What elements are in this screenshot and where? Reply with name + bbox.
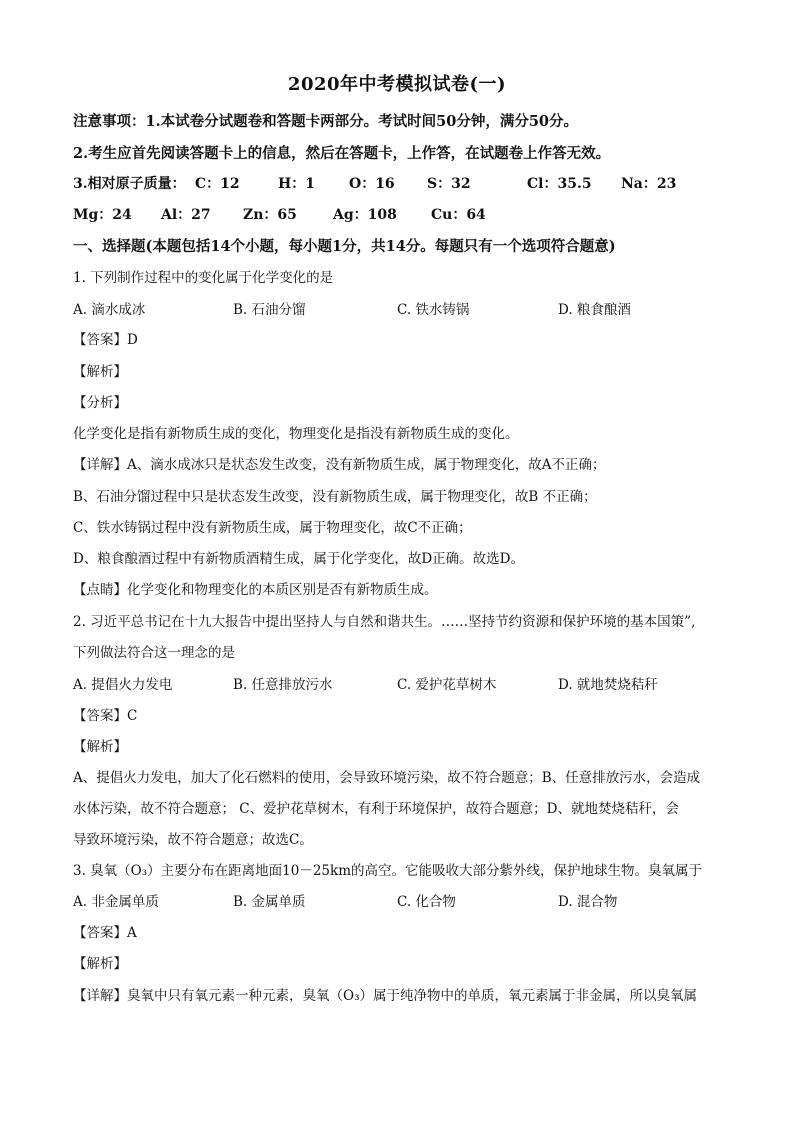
q1-fenxi-tag: 【分析】 (73, 395, 127, 411)
q3-answer: 【答案】A (73, 925, 137, 941)
q1-option-d: D. 粮食酿酒 (558, 302, 631, 318)
mass-cl: Cl：35.5 (527, 176, 592, 192)
q1-dianjing: 【点睛】化学变化和物理变化的本质区别是否有新物质生成。 (73, 582, 438, 598)
q3-option-d: D. 混合物 (558, 894, 618, 910)
q2-option-d: D. 就地焚烧秸秆 (558, 677, 658, 693)
mass-na: Na：23 (621, 176, 677, 192)
q2-analysis-line-3: 导致环境污染，故不符合题意；故选C。 (73, 832, 313, 848)
q1-detail-d: D、粮食酿酒过程中有新物质酒精生成，属于化学变化，故D正确。故选D。 (73, 551, 524, 567)
q1-detail-a: 【详解】A、滴水成冰只是状态发生改变，没有新物质生成，属于物理变化，故A不正确； (73, 457, 606, 473)
q2-analysis-tag: 【解析】 (73, 739, 127, 755)
q1-detail-b: B、石油分馏过程中只是状态发生改变，没有新物质生成，属于物理变化，故B 不正确； (73, 489, 597, 505)
q3-stem: 3. 臭氧（O₃）主要分布在距离地面10－25km的高空。它能吸收大部分紫外线，保护地球生物。臭氧属于 (73, 863, 702, 879)
q2-option-c: C. 爱护花草树木 (397, 677, 497, 693)
q3-detail: 【详解】臭氧中只有氧元素一种元素，臭氧（O₃）属于纯净物中的单质，氧元素属于非金属，所以臭氧属 (73, 988, 697, 1004)
mass-al: Al：27 (161, 207, 211, 223)
mass-mg: Mg：24 (73, 207, 132, 223)
q2-analysis-line-1: A、提倡火力发电，加大了化石燃料的使用，会导致环境污染，故不符合题意；B、任意排放污水，会造成 (73, 770, 701, 786)
q2-option-a: A. 提倡火力发电 (73, 677, 173, 693)
q2-option-b: B. 任意排放污水 (233, 677, 333, 693)
q1-fenxi-text: 化学变化是指有新物质生成的变化，物理变化是指没有新物质生成的变化。 (73, 426, 519, 442)
q3-analysis-tag: 【解析】 (73, 956, 127, 972)
q1-option-c: C. 铁水铸锅 (397, 302, 470, 318)
mass-c: C：12 (195, 176, 240, 192)
mass-cu: Cu：64 (431, 207, 486, 223)
q2-stem-line-1: 2. 习近平总书记在十九大报告中提出坚持人与自然和谐共生。……坚持节约资源和保护环境的基本国策”, (73, 614, 696, 630)
q1-detail-c: C、铁水铸锅过程中没有新物质生成，属于物理变化，故C不正确； (73, 520, 472, 536)
q2-stem-line-2: 下列做法符合这一理念的是 (73, 645, 235, 661)
q2-analysis-line-2: 水体污染，故不符合题意； C、爱护花草树木，有利于环境保护，故符合题意；D、就地焚烧秸秆，会 (73, 801, 679, 817)
section-heading: 一、选择题(本题包括14个小题，每小题1分，共14分。每题只有一个选项符合题意) (73, 238, 616, 255)
q3-option-b: B. 金属单质 (233, 894, 306, 910)
q3-option-c: C. 化合物 (397, 894, 456, 910)
page-title: 2020年中考模拟试卷(一) (287, 74, 507, 95)
atomic-mass-label: 3.相对原子质量： (73, 176, 186, 192)
q2-answer: 【答案】C (73, 708, 138, 724)
notes-line-2: 2.考生应首先阅读答题卡上的信息，然后在答题卡，上作答，在试题卷上作答无效。 (73, 145, 611, 162)
mass-ag: Ag：108 (333, 207, 397, 223)
notes-line-1: 注意事项：1.本试卷分试题卷和答题卡两部分。考试时间50分钟，满分50分。 (73, 113, 578, 130)
q1-answer: 【答案】D (73, 332, 138, 348)
q1-stem: 1. 下列制作过程中的变化属于化学变化的是 (73, 270, 334, 286)
mass-h: H：1 (278, 176, 315, 192)
mass-o: O：16 (349, 176, 395, 192)
q1-option-b: B. 石油分馏 (233, 302, 306, 318)
q3-option-a: A. 非金属单质 (73, 894, 159, 910)
mass-s: S：32 (427, 176, 471, 192)
q1-analysis-tag: 【解析】 (73, 364, 127, 380)
mass-zn: Zn：65 (243, 207, 297, 223)
q1-option-a: A. 滴水成冰 (73, 302, 146, 318)
